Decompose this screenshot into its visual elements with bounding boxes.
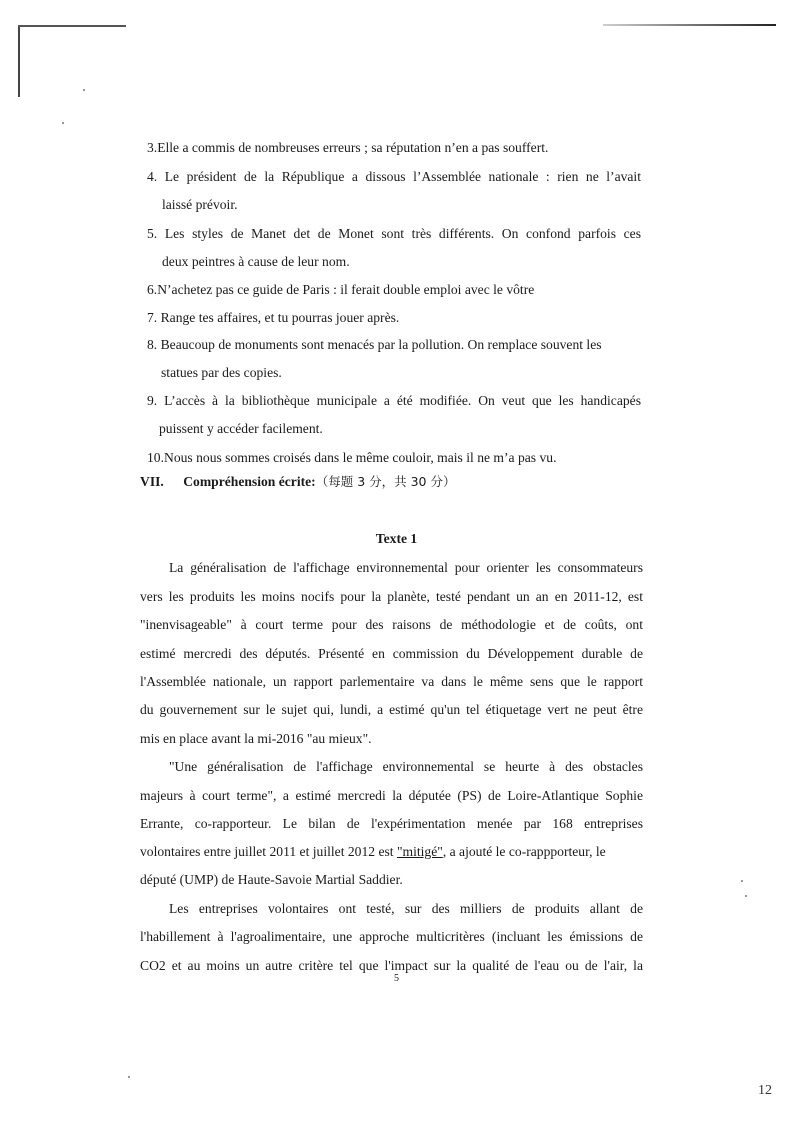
text-line: vers les produits les moins nocifs pour la planète, testé pendant un an en 2011-12, est xyxy=(140,589,643,604)
exercise-item-9: 9. L’accès à la bibliothèque municipale a été modifiée. On veut que les handicapés xyxy=(147,393,641,408)
corner-vertical-rule xyxy=(18,25,20,97)
exercise-item-10: 10.Nous nous sommes croisés dans le même couloir, mais il ne m’a pas vu. xyxy=(147,450,557,465)
text-heading: Texte 1 xyxy=(375,531,418,546)
exercise-item-5: 5. Les styles de Manet det de Monet sont très différents. On confond parfois ces xyxy=(147,226,641,241)
text-line: estimé mercredi des députés. Présenté en commission du Développement durable de xyxy=(140,646,643,661)
underlined-word-mitige: "mitigé" xyxy=(396,844,443,859)
text-line: du gouvernement sur le sujet qui, lundi, a estimé qu'un tel étiquetage vert ne peut être xyxy=(140,702,643,717)
top-right-rule xyxy=(603,24,776,26)
text-line: volontaires entre juillet 2011 et juillet 2012 est "mitigé", a ajouté le co-rappporteur, le xyxy=(140,844,606,859)
scan-speck xyxy=(745,895,747,897)
exercise-item-4-cont: laissé prévoir. xyxy=(162,197,238,212)
exercise-item-7: 7. Range tes affaires, et tu pourras jouer après. xyxy=(147,310,400,325)
section-points: （每题 3 分，共 30 分） xyxy=(315,474,456,489)
page-number: 5 xyxy=(394,973,399,984)
exercise-item-8: 8. Beaucoup de monuments sont menacés par la pollution. On remplace souvent les xyxy=(147,337,602,352)
scan-speck xyxy=(83,89,85,91)
text-line: l'Assemblée nationale, un rapport parlementaire va dans le même sens que le rapport xyxy=(140,674,643,689)
section-numeral: VII. xyxy=(140,474,164,489)
text-line: l'habillement à l'agroalimentaire, une approche multicritères (incluant les émissions de xyxy=(140,929,643,944)
text-line: député (UMP) de Haute-Savoie Martial Saddier. xyxy=(140,872,403,887)
scan-speck xyxy=(62,122,64,124)
corner-horizontal-rule xyxy=(18,25,126,27)
exercise-item-6: 6.N’achetez pas ce guide de Paris : il ferait double emploi avec le vôtre xyxy=(147,282,535,297)
exercise-item-5-cont: deux peintres à cause de leur nom. xyxy=(162,254,350,269)
text-line: La généralisation de l'affichage environnemental pour orienter les consommateurs xyxy=(169,560,643,575)
text-line: CO2 et au moins un autre critère tel que l'impact sur la qualité de l'eau ou de l'air, la xyxy=(140,958,643,973)
scan-speck xyxy=(741,880,743,882)
section-title: Compréhension écrite: xyxy=(183,474,316,489)
section-heading xyxy=(140,473,455,491)
exercise-item-4: 4. Le président de la République a dissous l’Assemblée nationale : rien ne l’avait xyxy=(147,169,641,184)
text-line: "inenvisageable" à court terme pour des raisons de méthodologie et de coûts, ont xyxy=(140,617,643,632)
exercise-item-8-cont: statues par des copies. xyxy=(161,365,282,380)
text-line: Errante, co-rapporteur. Le bilan de l'expérimentation menée par 168 entreprises xyxy=(140,816,643,831)
text-line: majeurs à court terme", a estimé mercredi la députée (PS) de Loire-Atlantique Sophie xyxy=(140,788,643,803)
text-line: "Une généralisation de l'affichage environnemental se heurte à des obstacles xyxy=(169,759,643,774)
scan-speck xyxy=(128,1076,130,1078)
exercise-item-9-cont: puissent y accéder facilement. xyxy=(159,421,323,436)
text-line: mis en place avant la mi-2016 "au mieux". xyxy=(140,731,372,746)
exercise-item-3: 3.Elle a commis de nombreuses erreurs ; sa réputation n’en a pas souffert. xyxy=(147,140,549,155)
text-line: Les entreprises volontaires ont testé, sur des milliers de produits allant de xyxy=(169,901,643,916)
sheet-number: 12 xyxy=(758,1083,772,1098)
